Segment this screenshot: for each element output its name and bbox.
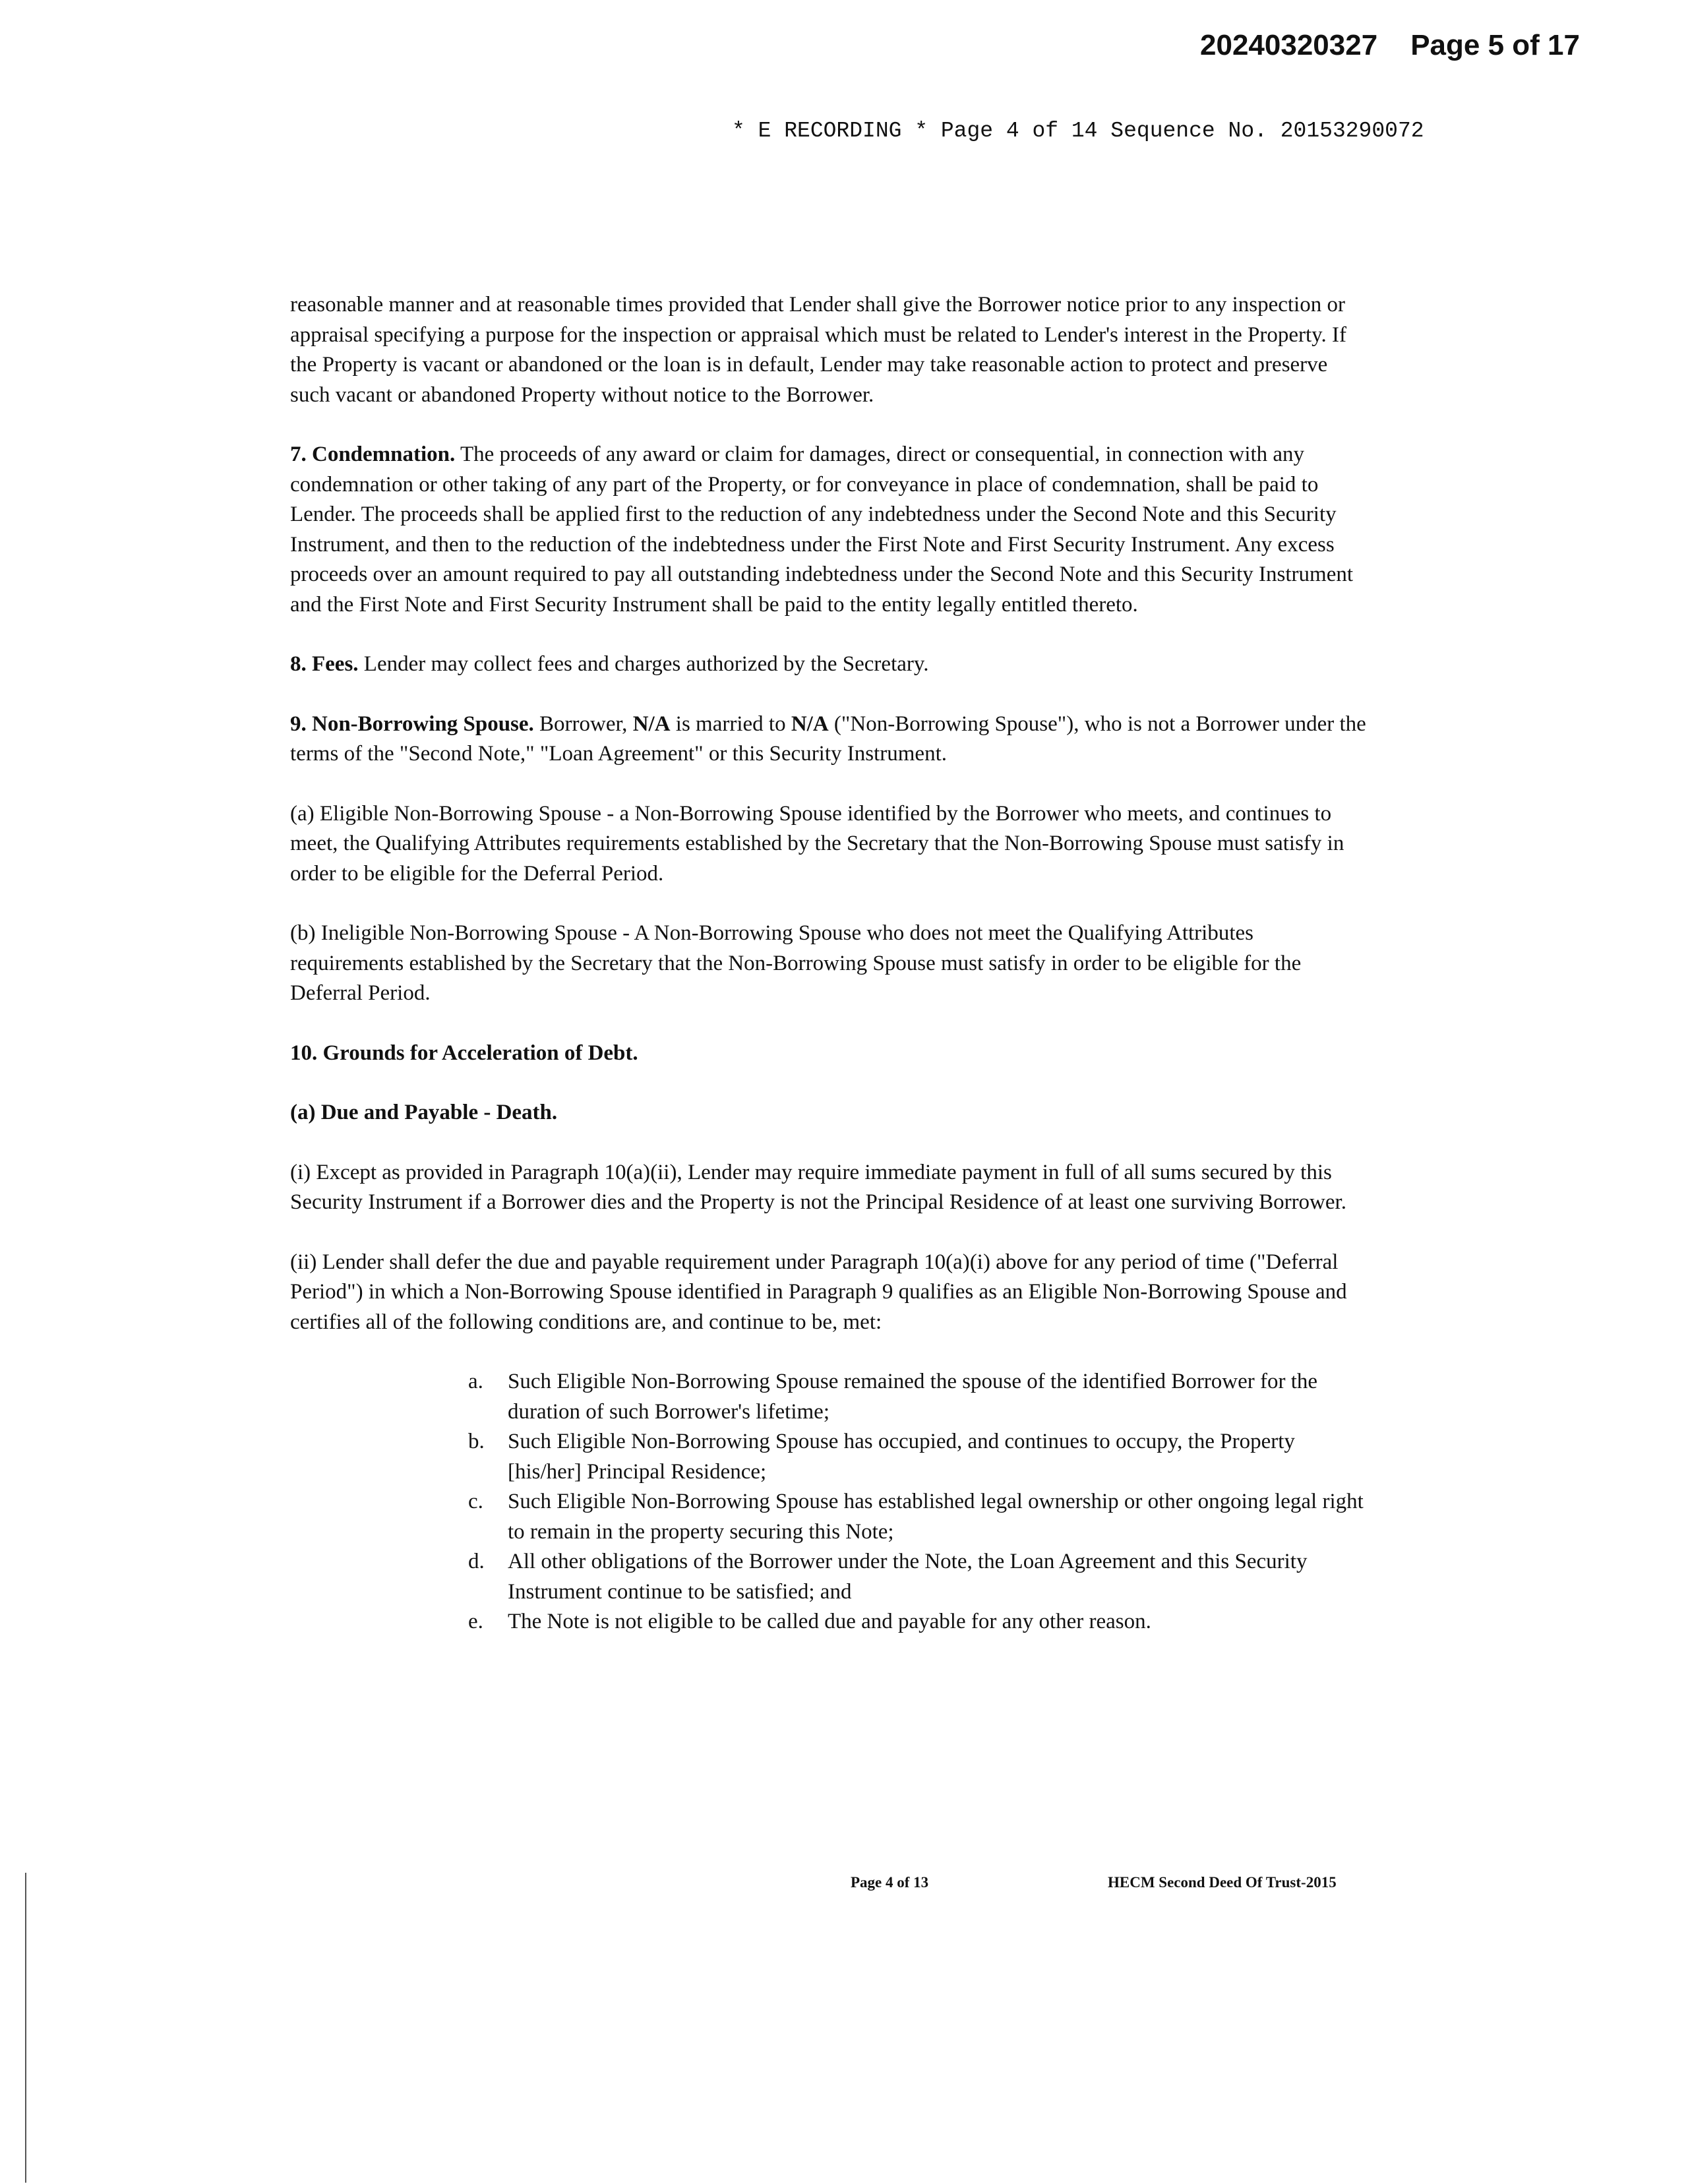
section-10a-title: (a) Due and Payable - Death. [290, 1101, 558, 1124]
section-8 [290, 650, 1372, 680]
list-item [468, 1487, 1372, 1547]
list-item-label: c. [468, 1490, 483, 1513]
list-item-label: b. [468, 1430, 485, 1453]
section-8-title: 8. Fees. [290, 652, 359, 676]
list-item-text: Such Eligible Non-Borrowing Spouse remained the spouse of the identified Borrower for the duration of such Borrower's lifetime; [508, 1370, 1318, 1424]
section-9-title: 9. Non-Borrowing Spouse. [290, 712, 534, 736]
list-item-label: d. [468, 1550, 485, 1573]
section-9 [290, 710, 1372, 770]
recording-header [1200, 29, 1596, 62]
spouse-name: N/A [791, 712, 829, 736]
list-item-label: a. [468, 1370, 483, 1393]
conditions-list [468, 1367, 1372, 1637]
e-recording-stamp: * E RECORDING * Page 4 of 14 Sequence No. 20153290072 [732, 119, 1424, 143]
borrower-name: N/A [632, 712, 671, 736]
list-item [468, 1547, 1372, 1607]
list-item-text: Such Eligible Non-Borrowing Spouse has occupied, and continues to occupy, the Property [his/her] Principal Residence; [508, 1430, 1295, 1484]
list-item [468, 1607, 1372, 1637]
section-9-text-a: Borrower, [533, 712, 633, 736]
section-7-title: 7. Condemnation. [290, 442, 456, 466]
list-item [468, 1427, 1372, 1487]
list-item-text: All other obligations of the Borrower under the Note, the Loan Agreement and this Security Instrument continue to be satisfied; and [508, 1550, 1308, 1604]
document-body [290, 290, 1372, 1637]
list-item-text: The Note is not eligible to be called due and payable for any other reason. [508, 1610, 1151, 1633]
section-9b: (b) Ineligible Non-Borrowing Spouse - A Non-Borrowing Spouse who does not meet the Qualifying Attributes requirements established by the Secretary that the Non-Borrowing Spouse must satisfy in order to be eligible for the Deferral Period. [290, 921, 1302, 1005]
page-counter: Page 5 of 17 [1410, 29, 1580, 61]
section-8-text: Lender may collect fees and charges authorized by the Secretary. [358, 652, 929, 676]
section-9-text-b: is married to [670, 712, 791, 736]
section-10-title: 10. Grounds for Acceleration of Debt. [290, 1041, 638, 1065]
footer-form-name: HECM Second Deed Of Trust-2015 [1108, 1874, 1337, 1891]
section-9a: (a) Eligible Non-Borrowing Spouse - a Non-Borrowing Spouse identified by the Borrower who meets, and continues to meet, the Qualifying Attributes requirements established by the Secretary that the Non-Borrowing Spouse must satisfy in order to be eligible for the Deferral Period. [290, 801, 1344, 886]
list-item-label: e. [468, 1610, 483, 1633]
intro-paragraph: reasonable manner and at reasonable times provided that Lender shall give the Borrower notice prior to any inspection or appraisal specifying a purpose for the inspection or appraisal which must be related to Lender's interest in the Property. If the Property is vacant or abandoned or the loan is in default, Lender may take reasonable action to protect and preserve such vacant or abandoned Property without notice to the Borrower. [290, 293, 1346, 407]
section-10a-i: (i) Except as provided in Paragraph 10(a)(ii), Lender may require immediate payment in full of all sums secured by this Security Instrument if a Borrower dies and the Property is not the Principal Residence of at least one surviving Borrower. [290, 1160, 1346, 1214]
section-9-text-c: ("Non-Borrowing Spouse"), who is not a Borrower under the terms of the "Second Note," "Loan Agreement" or this Security Instrument. [290, 712, 1366, 766]
section-7-text: The proceeds of any award or claim for damages, direct or consequential, in connection with any condemnation or other taking of any part of the Property, or for conveyance in place of condemnation, shall be paid to Lender. The proceeds shall be applied first to the reduction of any indebtedness under the Second Note and this Security Instrument, and then to the reduction of the indebtedness under the First Note and First Security Instrument. Any excess proceeds over an amount required to pay all outstanding indebtedness under the Second Note and this Security Instrument and the First Note and First Security Instrument shall be paid to the entity legally entitled thereto. [290, 442, 1354, 617]
section-10a-ii: (ii) Lender shall defer the due and payable requirement under Paragraph 10(a)(i) above for any period of time ("Deferral Period") in which a Non-Borrowing Spouse identified in Paragraph 9 qualifies as an Eligible Non-Borrowing Spouse and certifies all of the following conditions are, and continue to be, met: [290, 1250, 1347, 1334]
section-7 [290, 440, 1372, 620]
scan-edge-line [25, 1873, 26, 2183]
footer-page-number: Page 4 of 13 [851, 1874, 929, 1891]
list-item-text: Such Eligible Non-Borrowing Spouse has established legal ownership or other ongoing legal right to remain in the property securing this Note; [508, 1490, 1364, 1544]
document-number: 20240320327 [1200, 29, 1378, 61]
list-item [468, 1367, 1372, 1427]
